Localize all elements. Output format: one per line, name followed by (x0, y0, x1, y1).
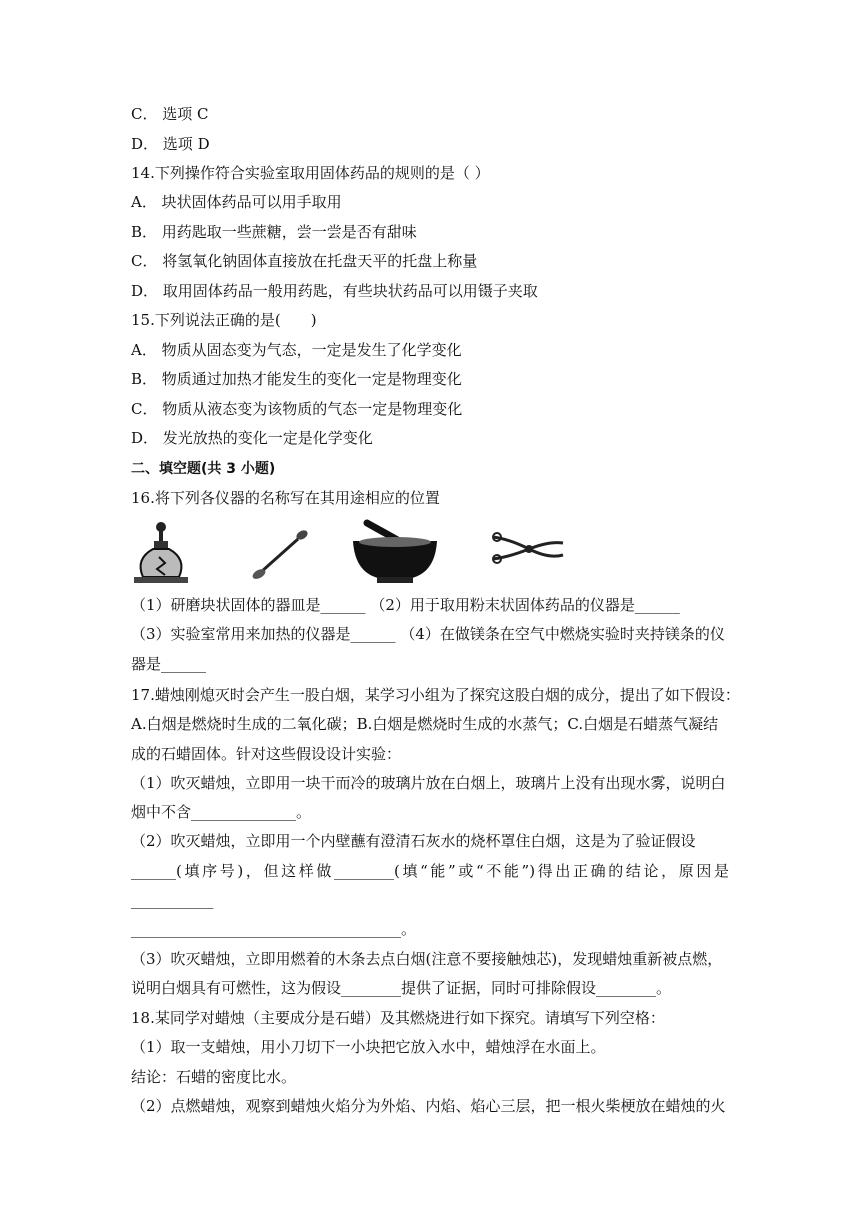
q18-line-4: （2）点燃蜡烛，观察到蜡烛火焰分为外焰、内焰、焰心三层，把一根火柴梗放在蜡烛的火 (131, 1097, 726, 1115)
q17-line-8: ___________ (131, 891, 214, 909)
alcohol-lamp-icon (131, 519, 191, 585)
q15-option-a: A． 物质从固态变为气态，一定是发生了化学变化 (131, 341, 462, 359)
q17-line-10: （3）吹灭蜡烛，立即用燃着的木条去点白烟(注意不要接触烛芯)，发现蜡烛重新被点燃， (131, 950, 723, 968)
q15-option-b: B． 物质通过加热才能发生的变化一定是物理变化 (131, 370, 462, 388)
q16-figures (131, 519, 591, 585)
q17-line-7: ______(填序号)，但这样做________(填“能”或“不能”)得出正确的结论，原因是 (131, 862, 729, 880)
q17-line-5: 烟中不含______________。 (131, 803, 312, 821)
q18-line-3: 结论：石蜡的密度比水。 (131, 1068, 297, 1086)
q13-option-c: C． 选项 C (131, 105, 209, 123)
q17-line-3: 成的石蜡固体。针对这些假设设计实验： (131, 745, 402, 763)
q14-option-a: A． 块状固体药品可以用手取用 (131, 193, 342, 211)
q14-option-c: C． 将氢氧化钠固体直接放在托盘天平的托盘上称量 (131, 252, 478, 270)
q13-option-d: D． 选项 D (131, 135, 210, 153)
q17-line-6: （2）吹灭蜡烛，立即用一个内壁蘸有澄清石灰水的烧杯罩住白烟，这是为了验证假设 (131, 832, 696, 850)
q17-line-4: （1）吹灭蜡烛，立即用一块干而冷的玻璃片放在白烟上，玻璃片上没有出现水雾，说明白 (131, 774, 726, 792)
q16-line-2: （3）实验室常用来加热的仪器是______ （4）在做镁条在空气中燃烧实验时夹持镁条的仪 (131, 625, 725, 643)
q17-line-9: ____________________________________。 (131, 920, 417, 938)
q16-stem: 16.将下列各仪器的名称写在其用途相应的位置 (131, 489, 440, 507)
q16-line-1: （1）研磨块状固体的器皿是______ （2）用于取用粉末状固体药品的仪器是______ (131, 596, 680, 614)
q14-stem: 14.下列操作符合实验室取用固体药品的规则的是（ ） (131, 164, 490, 182)
q15-option-d: D． 发光放热的变化一定是化学变化 (131, 429, 373, 447)
q17-line-1: 17.蜡烛刚熄灭时会产生一股白烟，某学习小组为了探究这股白烟的成分，提出了如下假设： (131, 686, 740, 704)
q17-line-2: A.白烟是燃烧时生成的二氧化碳；B.白烟是燃烧时生成的水蒸气；C.白烟是石蜡蒸气凝结 (131, 715, 719, 733)
q18-line-1: 18.某同学对蜡烛（主要成分是石蜡）及其燃烧进行如下探究。请填写下列空格： (131, 1009, 665, 1027)
q14-option-d: D． 取用固体药品一般用药匙，有些块状药品可以用镊子夹取 (131, 282, 538, 300)
section-title: 二、填空题(共 3 小题) (131, 461, 276, 477)
q17-line-11: 说明白烟具有可燃性，这为假设________提供了证据，同时可排除假设________。 (131, 979, 672, 997)
q14-option-b: B． 用药匙取一些蔗糖，尝一尝是否有甜味 (131, 223, 417, 241)
q18-line-2: （1）取一支蜡烛，用小刀切下一小块把它放入水中，蜡烛浮在水面上。 (131, 1038, 606, 1056)
q15-option-c: C． 物质从液态变为该物质的气态一定是物理变化 (131, 400, 463, 418)
crucible-tongs-icon (489, 529, 567, 569)
q16-line-3: 器是______ (131, 655, 207, 673)
q15-stem: 15.下列说法正确的是( ) (131, 311, 317, 329)
mortar-and-pestle-icon (349, 515, 441, 585)
spatula-icon (251, 527, 311, 583)
